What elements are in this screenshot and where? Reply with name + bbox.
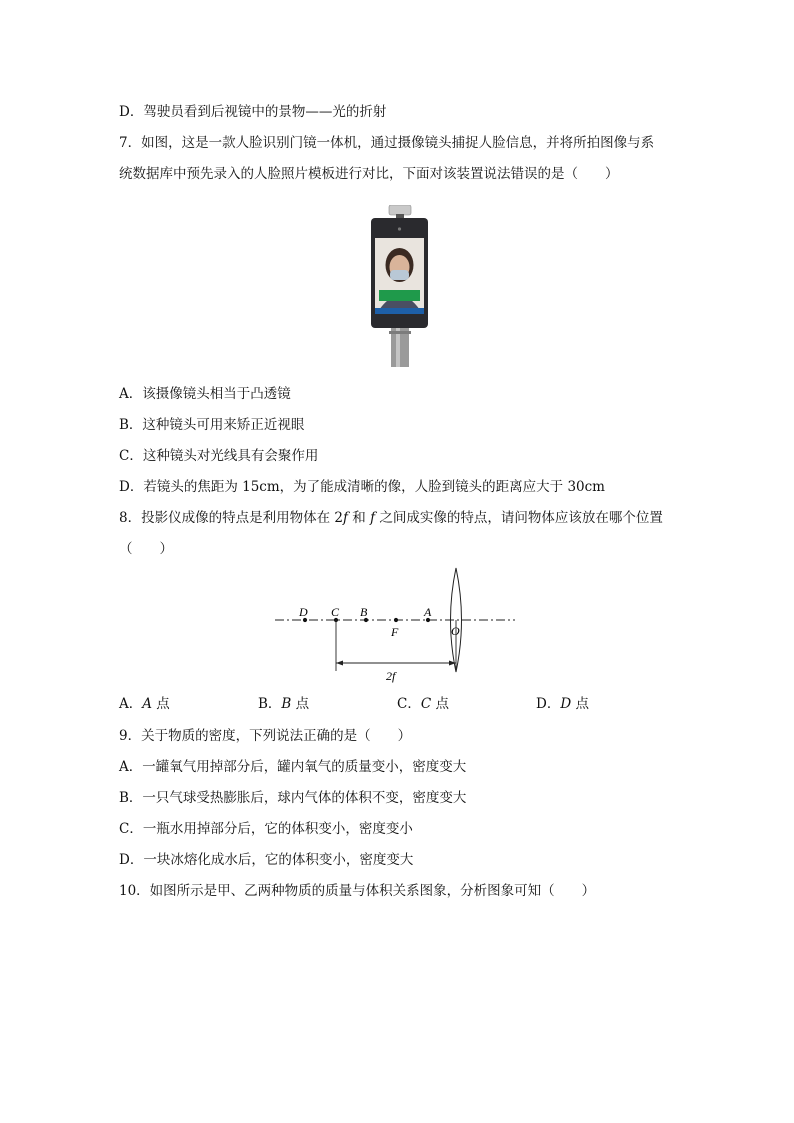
kiosk-green-bar: [379, 290, 420, 301]
q6-option-d: D．驾驶员看到后视镜中的景物——光的折射: [119, 104, 387, 120]
q8-option-a: [119, 694, 170, 714]
distance-arrowhead-left: [336, 661, 343, 666]
q8-option-a-var: A: [142, 696, 152, 712]
q8-option-c-prefix: C．: [397, 696, 421, 712]
kiosk-camera-module: [389, 205, 411, 215]
convex-lens-diagram: [270, 565, 520, 685]
q9-option-b: B．一只气球受热膨胀后，球内气体的体积不变，密度变大: [119, 790, 467, 806]
q8-option-c: [397, 694, 449, 714]
kiosk-front-sensor: [398, 227, 401, 230]
point-f-dot: [394, 618, 398, 622]
q8-option-c-var: C: [420, 696, 432, 712]
q7-option-b: B．这种镜头可用来矫正近视眼: [119, 417, 305, 433]
q8-option-b-prefix: B．: [258, 696, 282, 712]
point-c-label: C: [331, 605, 340, 619]
point-a-label: A: [424, 605, 432, 619]
q7-option-c: C．这种镜头对光线具有会聚作用: [119, 448, 319, 464]
q7-option-a: A．该摄像镜头相当于凸透镜: [119, 386, 291, 402]
q8-option-b-suffix: 点: [291, 696, 310, 712]
q8-option-d-prefix: D．: [536, 696, 561, 712]
q7-stem-line2: 统数据库中预先录入的人脸照片模板进行对比，下面对该装置说法错误的是（ ）: [119, 166, 619, 182]
q9-option-a: A．一罐氧气用掉部分后，罐内氧气的质量变小，密度变大: [119, 759, 467, 775]
q8-stem-f1: f: [342, 510, 348, 526]
point-f-label: F: [391, 625, 399, 639]
q8-option-b-var: B: [281, 696, 292, 712]
q8-stem-line2: （ ）: [119, 541, 173, 557]
point-d-label: D: [299, 605, 308, 619]
q10-stem: 10．如图所示是甲、乙两种物质的质量与体积关系图象，分析图象可知（ ）: [119, 883, 596, 899]
q7-stem-line1: 7．如图，这是一款人脸识别门镜一体机，通过摄像镜头捕捉人脸信息，并将所拍图像与系: [119, 135, 655, 151]
q8-option-d-var: D: [560, 696, 572, 712]
point-o-label: O: [451, 624, 460, 638]
q9-stem: 9．关于物质的密度，下列说法正确的是（ ）: [119, 728, 412, 744]
face-mask: [390, 270, 409, 280]
kiosk-pole-ring: [389, 331, 411, 334]
distance-label: 2f: [386, 669, 396, 683]
face-recognition-kiosk-image: [369, 205, 431, 367]
q8-option-d-suffix: 点: [571, 696, 589, 712]
q8-stem-line1: [119, 508, 663, 528]
q8-option-b: [258, 694, 309, 714]
kiosk-blue-bar: [375, 308, 424, 314]
q8-option-c-suffix: 点: [431, 696, 449, 712]
q8-stem-mid: 和: [347, 510, 371, 526]
q8-option-a-suffix: 点: [152, 696, 170, 712]
q8-stem-f2: f: [370, 510, 376, 526]
q7-option-d: D．若镜头的焦距为 15cm，为了能成清晰的像，人脸到镜头的距离应大于 30cm: [119, 479, 605, 495]
q8-stem-post: 之间成实像的特点，请问物体应该放在哪个位置: [375, 510, 663, 526]
q9-option-c: C．一瓶水用掉部分后，它的体积变小，密度变小: [119, 821, 413, 837]
point-b-label: B: [360, 605, 368, 619]
q9-option-d: D．一块冰熔化成水后，它的体积变小，密度变大: [119, 852, 414, 868]
q8-stem-pre: 8．投影仪成像的特点是利用物体在 2: [119, 510, 343, 526]
q8-option-a-prefix: A．: [119, 696, 143, 712]
q8-option-d: [536, 694, 589, 714]
